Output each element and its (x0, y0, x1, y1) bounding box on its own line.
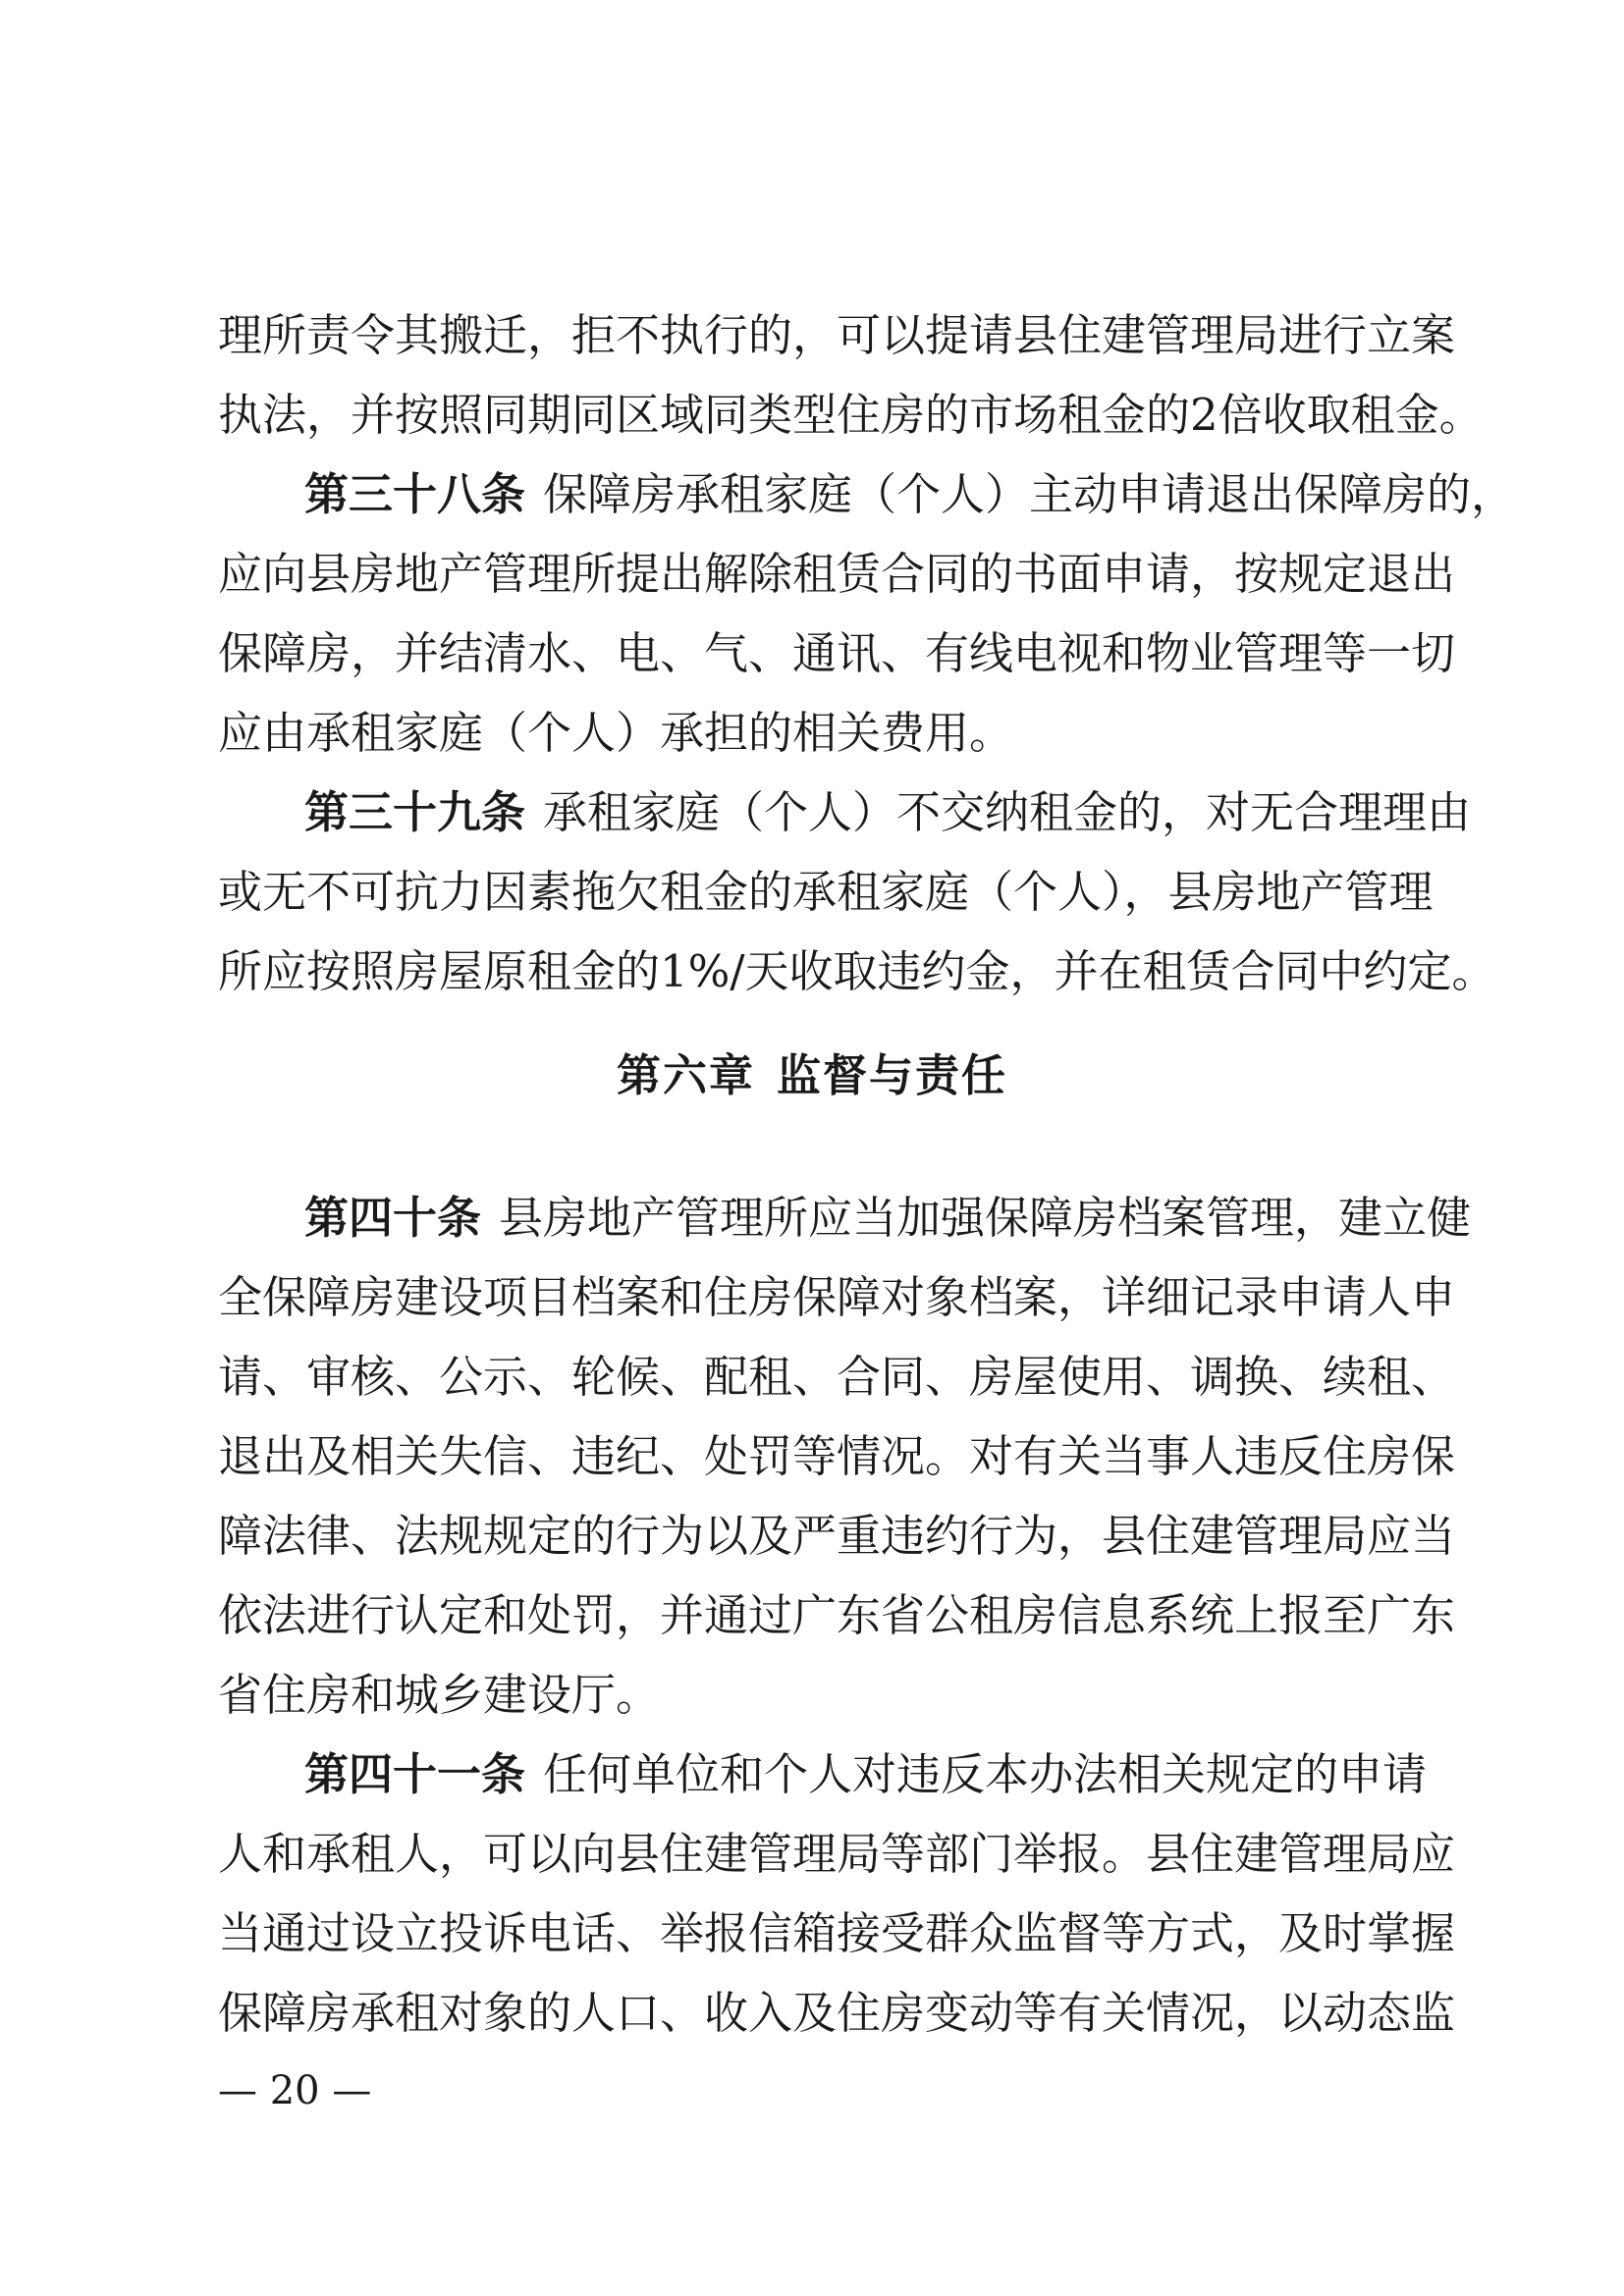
article-39-heading: 第三十九条 (304, 786, 526, 838)
text-line: 障法律、法规规定的行为以及严重违约行为，县住建管理局应当 (218, 1510, 1456, 1562)
text-line: 保障房承租对象的人口、收入及住房变动等有关情况，以动态监 (218, 1987, 1456, 2039)
article-40-first-line (218, 1178, 1472, 1257)
article-39-text: 承租家庭（个人）不交纳租金的，对无合理理由 (543, 786, 1472, 838)
article-38-heading: 第三十八条 (304, 468, 526, 520)
text-line: 请、审核、公示、轮候、配租、合同、房屋使用、调换、续租、 (218, 1351, 1456, 1403)
article-40-heading: 第四十条 (304, 1192, 482, 1244)
chapter-title: 监督与责任 (777, 1049, 1008, 1101)
text-line: 或无不可抗力因素拖欠租金的承租家庭（个人），县房地产管理 (218, 866, 1434, 918)
article-41-text: 任何单位和个人对违反本办法相关规定的申请 (543, 1748, 1428, 1800)
body-text-lower (218, 1178, 1472, 2053)
chapter-number: 第六章 (616, 1049, 755, 1101)
text-line: 依法进行认定和处罚，并通过广东省公租房信息系统上报至广东 (218, 1589, 1456, 1641)
text-line: 全保障房建设项目档案和住房保障对象档案，详细记录申请人申 (218, 1271, 1456, 1323)
text-line: 人和承租人，可以向县住建管理局等部门举报。县住建管理局应 (218, 1828, 1456, 1880)
chapter-heading (0, 1036, 1624, 1115)
text-line: 省住房和城乡建设厅。 (218, 1669, 661, 1721)
article-39-first-line (218, 773, 1472, 852)
text-line: 当通过设立投诉电话、举报信箱接受群众监督等方式，及时掌握 (218, 1907, 1456, 1959)
text-line: 应向县房地产管理所提出解除租赁合同的书面申请，按规定退出 (218, 548, 1456, 600)
body-text-upper (218, 295, 1516, 1011)
article-38-first-line (218, 454, 1516, 534)
text-line: 执法，并按照同期同区域同类型住房的市场租金的2倍收取租金。 (218, 389, 1484, 441)
article-40-text: 县房地产管理所应当加强保障房档案管理，建立健 (499, 1192, 1472, 1244)
article-38-text: 保障房承租家庭（个人）主动申请退出保障房的， (543, 468, 1516, 520)
text-line: 应由承租家庭（个人）承担的相关费用。 (218, 707, 1014, 759)
page-number: — 20 — (218, 2068, 372, 2113)
text-line: 理所责令其搬迁，拒不执行的，可以提请县住建管理局进行立案 (218, 309, 1456, 361)
text-line: 所应按照房屋原租金的1%/天收取违约金，并在租赁合同中约定。 (218, 945, 1496, 997)
text-line: 退出及相关失信、违纪、处罚等情况。对有关当事人违反住房保 (218, 1430, 1456, 1482)
text-line: 保障房，并结清水、电、气、通讯、有线电视和物业管理等一切 (218, 627, 1456, 679)
article-41-first-line (218, 1735, 1428, 1814)
article-41-heading: 第四十一条 (304, 1748, 526, 1800)
